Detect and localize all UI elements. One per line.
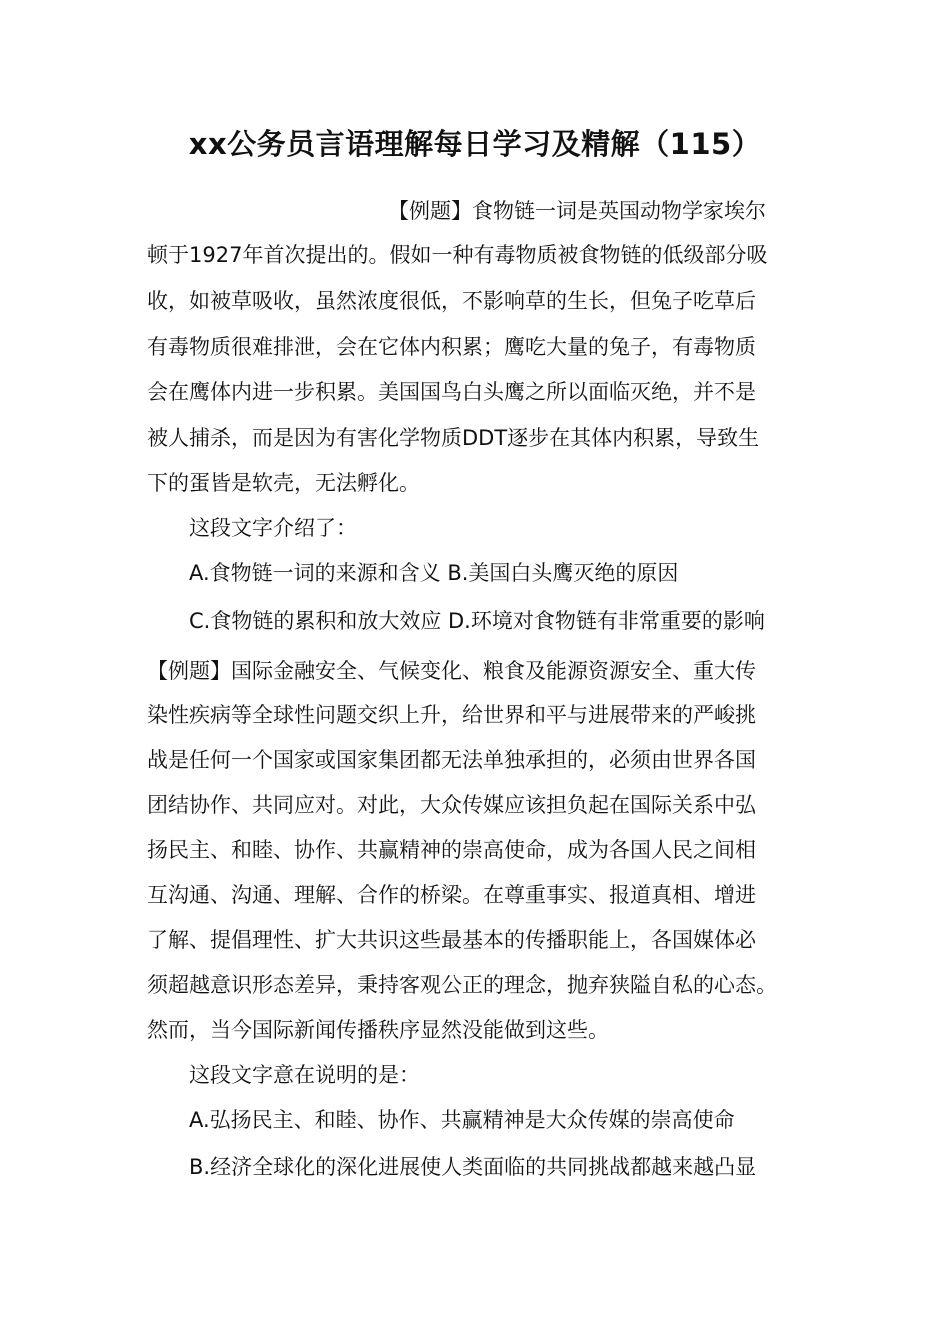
q2-line-6: 互沟通、沟通、理解、合作的桥梁。在尊重事实、报道真相、增进 [147, 883, 756, 907]
q2-prompt: 这段文字意在说明的是： [189, 1063, 420, 1087]
q1-line-7: 下的蛋皆是软壳，无法孵化。 [147, 471, 420, 495]
q2-option-b: B.经济全球化的深化进展使人类面临的共同挑战都越来越凸显 [189, 1155, 757, 1179]
q2-line-8: 须超越意识形态差异，秉持客观公正的理念，抛弃狭隘自私的心态。 [147, 973, 777, 997]
q2-line-4: 团结协作、共同应对。对此，大众传媒应该担负起在国际关系中弘 [147, 793, 756, 817]
q2-line-9: 然而，当今国际新闻传播秩序显然没能做到这些。 [147, 1018, 609, 1042]
q1-line-6: 被人捕杀，而是因为有害化学物质DDT逐步在其体内积累，导致生 [147, 426, 760, 450]
q2-option-a: A.弘扬民主、和睦、协作、共赢精神是大众传媒的崇高使命 [189, 1108, 735, 1132]
q1-line-5: 会在鹰体内进一步积累。美国国鸟白头鹰之所以面临灭绝，并不是 [147, 380, 756, 404]
q1-line-1: 【例题】食物链一词是英国动物学家埃尔 [388, 199, 766, 223]
q1-line-4: 有毒物质很难排泄，会在它体内积累；鹰吃大量的兔子，有毒物质 [147, 335, 756, 359]
q1-line-2: 顿于1927年首次提出的。假如一种有毒物质被食物链的低级部分吸 [147, 243, 768, 267]
document-title: xx公务员言语理解每日学习及精解（115） [188, 127, 762, 161]
q2-line-7: 了解、提倡理性、扩大共识这些最基本的传播职能上，各国媒体必 [147, 928, 756, 952]
q1-options-cd: C.食物链的累积和放大效应 D.环境对食物链有非常重要的影响 [189, 609, 765, 633]
q2-line-1: 【例题】国际金融安全、气候变化、粮食及能源资源安全、重大传 [147, 659, 756, 683]
q1-options-ab: A.食物链一词的来源和含义 B.美国白头鹰灭绝的原因 [189, 561, 679, 585]
q2-line-5: 扬民主、和睦、协作、共赢精神的崇高使命，成为各国人民之间相 [147, 838, 756, 862]
q1-prompt: 这段文字介绍了： [189, 516, 357, 540]
q1-line-3: 收，如被草吸收，虽然浓度很低，不影响草的生长，但兔子吃草后 [147, 289, 756, 313]
q2-line-3: 战是任何一个国家或国家集团都无法单独承担的，必须由世界各国 [147, 748, 756, 772]
q2-line-2: 染性疾病等全球性问题交织上升，给世界和平与进展带来的严峻挑 [147, 703, 756, 727]
